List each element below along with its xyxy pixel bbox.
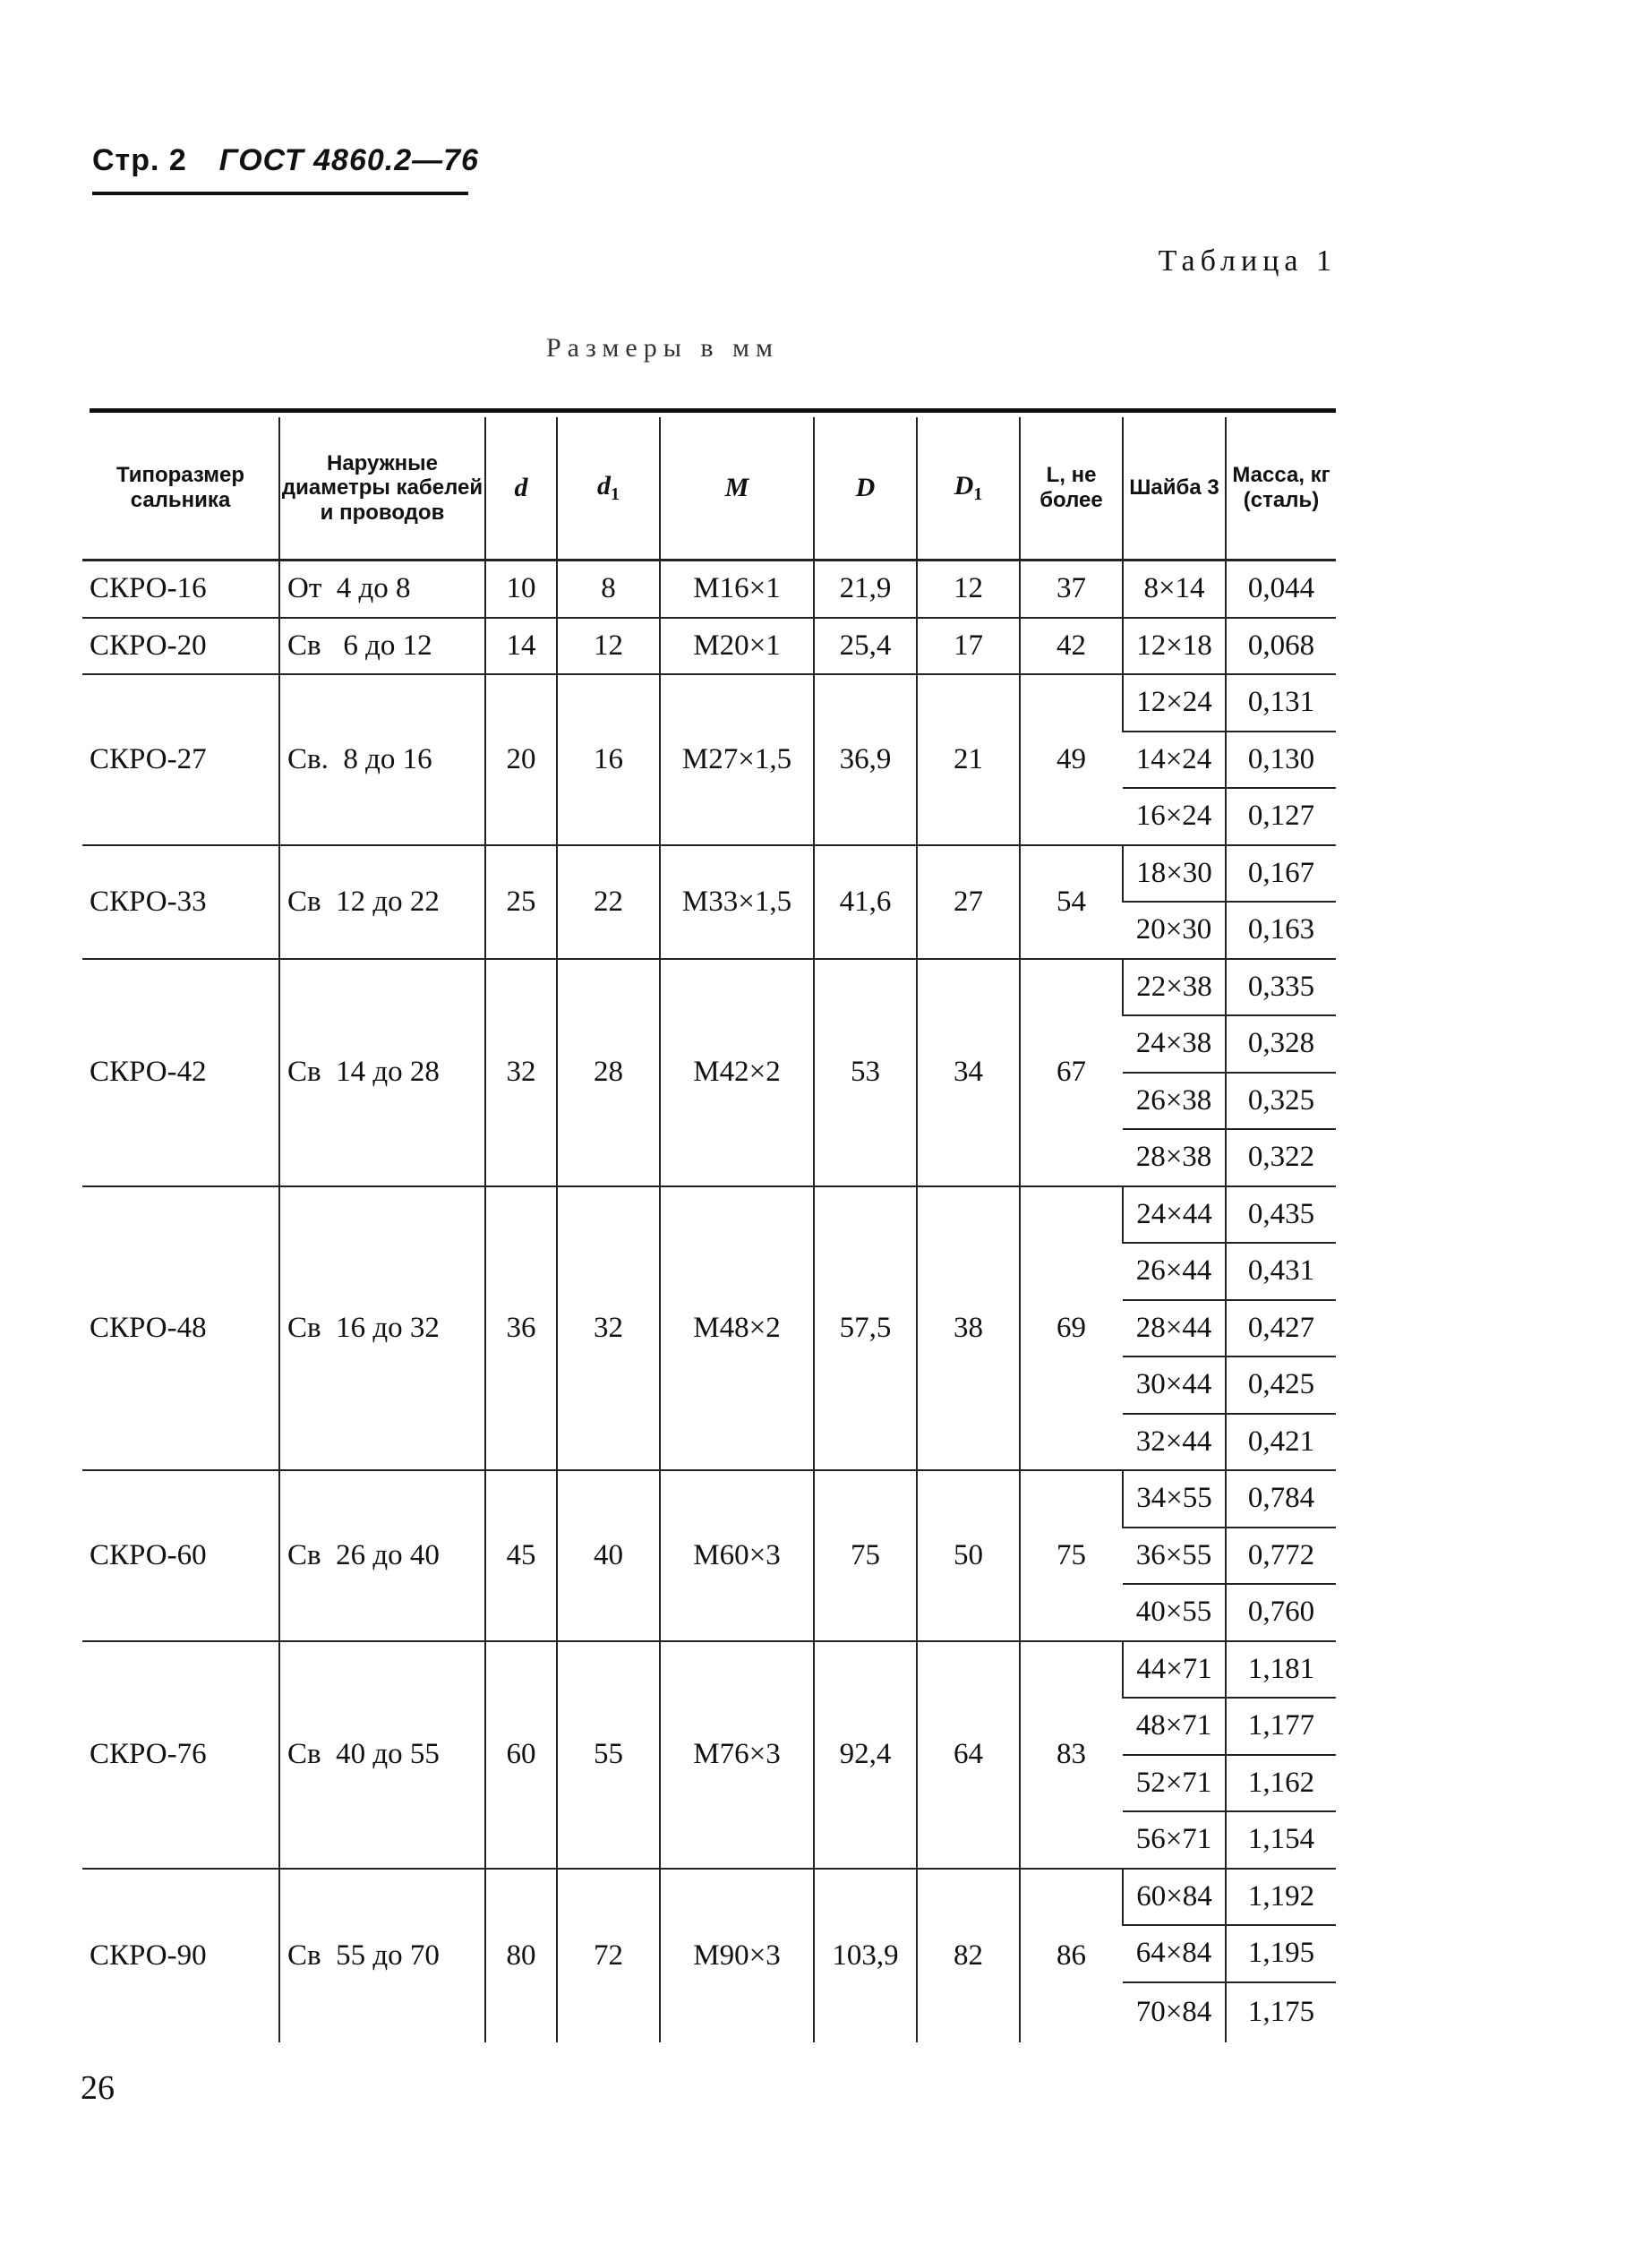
mass-cell: 1,175	[1226, 1982, 1336, 2042]
range-cell: Св 12 до 22	[279, 845, 485, 959]
table-row	[82, 618, 1336, 675]
mass-cell: 0,167	[1226, 845, 1336, 903]
D1-cell: 82	[917, 1869, 1020, 2042]
table-row	[82, 845, 1336, 903]
D1-cell: 38	[917, 1186, 1020, 1471]
col-header-mass: Масса, кг (сталь)	[1226, 417, 1336, 561]
type-cell: СКРО-27	[82, 674, 279, 845]
units-note: Размеры в мм	[546, 333, 780, 363]
d-cell: 25	[485, 845, 557, 959]
d1-cell: 28	[557, 959, 660, 1186]
D1-cell: 64	[917, 1641, 1020, 1869]
col-header-type: Типоразмер сальника	[82, 417, 279, 561]
col-header-D: D	[814, 417, 917, 561]
D1-cell: 50	[917, 1470, 1020, 1641]
mass-cell: 0,163	[1226, 902, 1336, 959]
D1-cell: 27	[917, 845, 1020, 959]
type-cell: СКРО-42	[82, 959, 279, 1186]
range-cell: От 4 до 8	[279, 561, 485, 618]
L-cell: 37	[1020, 561, 1123, 618]
table-row	[82, 674, 1336, 732]
mass-cell: 1,181	[1226, 1641, 1336, 1699]
m-cell: M48×2	[660, 1186, 814, 1471]
L-cell: 49	[1020, 674, 1123, 845]
L-cell: 83	[1020, 1641, 1123, 1869]
type-cell: СКРО-90	[90, 1938, 207, 1972]
washer-cell: 12×24	[1123, 674, 1226, 732]
washer-cell: 22×38	[1123, 959, 1226, 1016]
table-header-row	[82, 417, 1336, 561]
mass-cell: 0,131	[1226, 674, 1336, 732]
washer-cell: 26×44	[1123, 1243, 1226, 1300]
L-cell: 54	[1020, 845, 1123, 959]
D-cell: 36,9	[814, 674, 917, 845]
d-cell: 80	[485, 1869, 557, 2042]
mass-cell: 1,154	[1226, 1811, 1336, 1869]
washer-cell: 28×44	[1123, 1300, 1226, 1357]
mass-cell: 0,127	[1226, 788, 1336, 845]
L-cell: 69	[1020, 1186, 1123, 1471]
range-cell: Св. 8 до 16	[279, 674, 485, 845]
d-cell: 14	[485, 618, 557, 675]
table-row	[82, 1470, 1336, 1528]
mass-cell: 0,328	[1226, 1015, 1336, 1073]
col-header-L: L, не более	[1020, 417, 1123, 561]
table-top-rule	[90, 408, 1336, 413]
washer-cell: 44×71	[1123, 1641, 1226, 1699]
washer-cell: 20×30	[1123, 902, 1226, 959]
L-cell: 75	[1020, 1470, 1123, 1641]
d-cell: 32	[485, 959, 557, 1186]
d1-cell: 72	[557, 1869, 660, 2042]
range-cell: Св 6 до 12	[279, 618, 485, 675]
type-cell: СКРО-60	[82, 1470, 279, 1641]
d-cell: 60	[485, 1641, 557, 1869]
d-cell: 36	[485, 1186, 557, 1471]
d1-cell: 16	[557, 674, 660, 845]
m-cell: M42×2	[660, 959, 814, 1186]
washer-cell: 40×55	[1123, 1584, 1226, 1641]
D-cell: 21,9	[814, 561, 917, 618]
d1-cell: 8	[557, 561, 660, 618]
range-cell: Св 14 до 28	[279, 959, 485, 1186]
table-label: Таблица 1	[1158, 244, 1337, 278]
mass-cell: 0,425	[1226, 1357, 1336, 1414]
mass-cell: 0,335	[1226, 959, 1336, 1016]
washer-cell: 24×44	[1123, 1186, 1226, 1244]
mass-cell: 1,192	[1226, 1869, 1336, 1926]
mass-cell: 0,772	[1226, 1528, 1336, 1585]
washer-cell: 16×24	[1123, 788, 1226, 845]
L-cell: 42	[1020, 618, 1123, 675]
dimensions-table	[82, 417, 1336, 2042]
range-cell: Св 55 до 70	[279, 1869, 485, 2042]
type-cell: СКРО-76	[82, 1641, 279, 1869]
washer-cell: 52×71	[1123, 1755, 1226, 1812]
d1-cell: 40	[557, 1470, 660, 1641]
table-row	[82, 561, 1336, 618]
table-row	[82, 1641, 1336, 1699]
mass-cell: 1,177	[1226, 1698, 1336, 1755]
washer-cell: 12×18	[1123, 618, 1226, 675]
m-cell: M60×3	[660, 1470, 814, 1641]
range-cell: Св 16 до 32	[279, 1186, 485, 1471]
page-header	[92, 143, 479, 178]
d1-cell: 12	[557, 618, 660, 675]
washer-cell: 70×84	[1135, 1996, 1212, 2028]
page-number: 26	[81, 2069, 115, 2107]
washer-cell: 56×71	[1123, 1811, 1226, 1869]
type-cell: СКРО-48	[82, 1186, 279, 1471]
mass-cell: 0,421	[1226, 1414, 1336, 1471]
m-cell: M27×1,5	[660, 674, 814, 845]
table-body	[82, 561, 1336, 2042]
D-cell: 41,6	[814, 845, 917, 959]
mass-cell: 0,427	[1226, 1300, 1336, 1357]
D-cell: 92,4	[814, 1641, 917, 1869]
washer-cell: 32×44	[1123, 1414, 1226, 1471]
D-cell: 25,4	[814, 618, 917, 675]
washer-cell: 18×30	[1123, 845, 1226, 903]
mass-cell: 0,044	[1226, 561, 1336, 618]
D1-cell: 34	[917, 959, 1020, 1186]
mass-cell: 0,068	[1226, 618, 1336, 675]
page-label: Стр. 2	[92, 143, 187, 177]
col-header-washer: Шайба 3	[1123, 417, 1226, 561]
washer-cell: 48×71	[1123, 1698, 1226, 1755]
col-header-D1: $D_1$	[917, 417, 1020, 561]
m-cell: M20×1	[660, 618, 814, 675]
D1-cell: 12	[917, 561, 1020, 618]
standard-number: ГОСТ 4860.2—76	[218, 143, 479, 177]
type-cell: СКРО-20	[82, 618, 279, 675]
range-cell: Св 26 до 40	[279, 1470, 485, 1641]
header-underline	[92, 192, 468, 195]
washer-cell: 64×84	[1123, 1925, 1226, 1982]
m-cell: M16×1	[660, 561, 814, 618]
range-cell: Св 40 до 55	[279, 1641, 485, 1869]
washer-cell: 14×24	[1123, 732, 1226, 789]
m-cell: M76×3	[660, 1641, 814, 1869]
col-header-d: d	[485, 417, 557, 561]
D-cell: 103,9	[814, 1869, 917, 2042]
mass-cell: 0,435	[1226, 1186, 1336, 1244]
washer-cell: 26×38	[1123, 1073, 1226, 1130]
table-row	[82, 1186, 1336, 1244]
type-cell: СКРО-16	[82, 561, 279, 618]
m-cell: M90×3	[660, 1869, 814, 2042]
d-cell: 20	[485, 674, 557, 845]
D1-cell: 21	[917, 674, 1020, 845]
table-row	[82, 1869, 1336, 1926]
washer-cell: 34×55	[1123, 1470, 1226, 1528]
d1-cell: 22	[557, 845, 660, 959]
table-row	[82, 959, 1336, 1016]
washer-cell: 28×38	[1123, 1129, 1226, 1186]
mass-cell: 0,130	[1226, 732, 1336, 789]
mass-cell: 0,760	[1226, 1584, 1336, 1641]
mass-cell: 0,322	[1226, 1129, 1336, 1186]
d1-cell: 55	[557, 1641, 660, 1869]
L-cell: 86	[1020, 1869, 1123, 2042]
washer-cell: 24×38	[1123, 1015, 1226, 1073]
mass-cell: 1,162	[1226, 1755, 1336, 1812]
d1-cell: 32	[557, 1186, 660, 1471]
washer-cell: 60×84	[1123, 1869, 1226, 1926]
mass-cell: 0,784	[1226, 1470, 1336, 1528]
d-cell: 10	[485, 561, 557, 618]
L-cell: 67	[1020, 959, 1123, 1186]
d-cell: 45	[485, 1470, 557, 1641]
D-cell: 75	[814, 1470, 917, 1641]
mass-cell: 1,195	[1226, 1925, 1336, 1982]
m-cell: M33×1,5	[660, 845, 814, 959]
mass-cell: 0,325	[1226, 1073, 1336, 1130]
washer-cell: 36×55	[1123, 1528, 1226, 1585]
D-cell: 53	[814, 959, 917, 1186]
type-cell: СКРО-33	[82, 845, 279, 959]
col-header-d1: $d_1$	[557, 417, 660, 561]
D-cell: 57,5	[814, 1186, 917, 1471]
mass-cell: 0,431	[1226, 1243, 1336, 1300]
washer-cell: 8×14	[1123, 561, 1226, 618]
washer-cell: 30×44	[1123, 1357, 1226, 1414]
col-header-M: M	[660, 417, 814, 561]
col-header-outer-diameters: Наружные диаметры кабелей и проводов	[279, 417, 485, 561]
D1-cell: 17	[917, 618, 1020, 675]
